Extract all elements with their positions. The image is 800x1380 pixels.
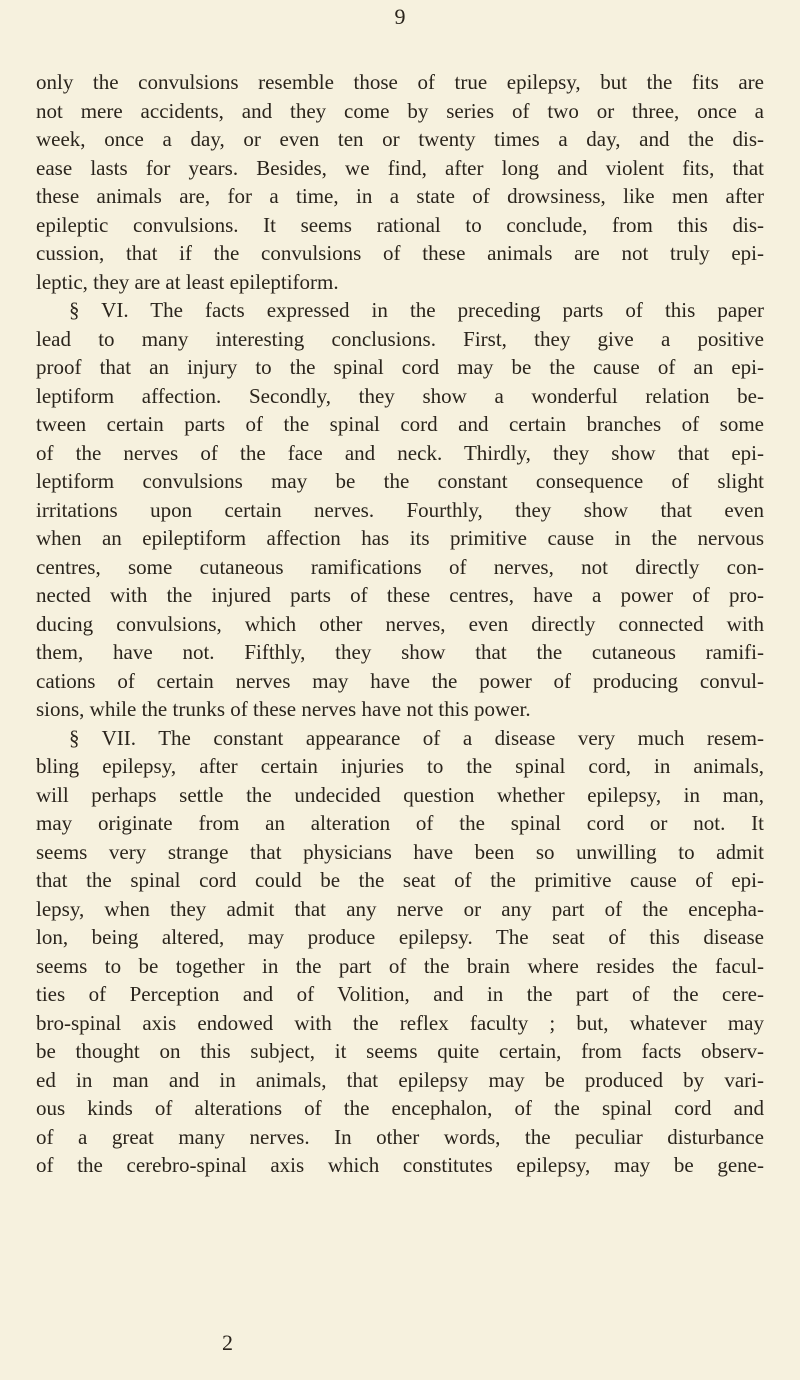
- text-line: irritations upon certain nerves. Fourthly, they show that even: [36, 497, 764, 522]
- text-line: cations of certain nerves may have the power of producing convul-: [36, 668, 764, 693]
- signature-mark: 2: [222, 1330, 233, 1355]
- text-line: ducing convulsions, which other nerves, even directly connected with: [36, 611, 764, 636]
- text-line: may originate from an alteration of the spinal cord or not. It: [36, 811, 764, 835]
- text-line: epileptic convulsions. It seems rational to conclude, from this dis-: [36, 212, 764, 237]
- text-line: nected with the injured parts of these centres, have a power of pro-: [36, 583, 764, 607]
- text-line: leptic, they are at least epileptiform.: [36, 269, 339, 294]
- text-line: of a great many nerves. In other words, the peculiar disturbance: [36, 1124, 764, 1149]
- text-line: ed in man and in animals, that epilepsy may be produced by vari-: [36, 1067, 764, 1092]
- text-line: ease lasts for years. Besides, we find, after long and violent fits, that: [36, 155, 764, 180]
- text-line: them, have not. Fifthly, they show that the cutaneous ramifi-: [36, 640, 764, 664]
- text-line: these animals are, for a time, in a state of drowsiness, like men after: [36, 184, 764, 208]
- text-line: lepsy, when they admit that any nerve or any part of the encepha-: [36, 896, 764, 921]
- text-line: cussion, that if the convulsions of these animals are not truly epi-: [36, 241, 764, 265]
- text-line: § VII. The constant appearance of a disease very much resem-: [69, 725, 764, 750]
- text-line: seems very strange that physicians have been so unwilling to admit: [36, 839, 764, 864]
- page-number: 9: [394, 4, 406, 29]
- text-line: when an epileptiform affection has its primitive cause in the nervous: [36, 526, 764, 550]
- text-line: seems to be together in the part of the brain where resides the facul-: [36, 953, 764, 978]
- text-line: of the cerebro-spinal axis which constitutes epilepsy, may be gene-: [36, 1153, 764, 1177]
- text-line: tween certain parts of the spinal cord and certain branches of some: [36, 412, 764, 436]
- text-line: only the convulsions resemble those of true epilepsy, but the fits are: [36, 70, 764, 94]
- text-line: ties of Perception and of Volition, and in the part of the cere-: [36, 982, 764, 1006]
- body-text: [36, 68, 764, 1180]
- text-line: be thought on this subject, it seems quite certain, from facts observ-: [36, 1039, 764, 1063]
- text-line: leptiform convulsions may be the constant consequence of slight: [36, 469, 764, 493]
- text-line: that the spinal cord could be the seat of the primitive cause of epi-: [36, 868, 764, 892]
- text-line: bling epilepsy, after certain injuries to the spinal cord, in animals,: [36, 754, 764, 778]
- text-line: centres, some cutaneous ramifications of nerves, not directly con-: [36, 554, 764, 579]
- text-line: sions, while the trunks of these nerves have not this power.: [36, 697, 531, 721]
- text-line: not mere accidents, and they come by series of two or three, once a: [36, 98, 764, 123]
- text-line: bro-spinal axis endowed with the reflex faculty ; but, whatever may: [36, 1010, 764, 1035]
- text-line: leptiform affection. Secondly, they show a wonderful relation be-: [36, 383, 764, 408]
- text-line: proof that an injury to the spinal cord may be the cause of an epi-: [36, 355, 764, 379]
- text-line: will perhaps settle the undecided question whether epilepsy, in man,: [36, 782, 764, 807]
- text-line: of the nerves of the face and neck. Thirdly, they show that epi-: [36, 440, 764, 465]
- text-line: ous kinds of alterations of the encephalon, of the spinal cord and: [36, 1096, 764, 1120]
- text-line: lon, being altered, may produce epilepsy. The seat of this disease: [36, 925, 764, 949]
- text-line: lead to many interesting conclusions. First, they give a positive: [36, 326, 764, 351]
- text-line: week, once a day, or even ten or twenty times a day, and the dis-: [36, 127, 764, 151]
- text-line: § VI. The facts expressed in the preceding parts of this paper: [69, 298, 764, 322]
